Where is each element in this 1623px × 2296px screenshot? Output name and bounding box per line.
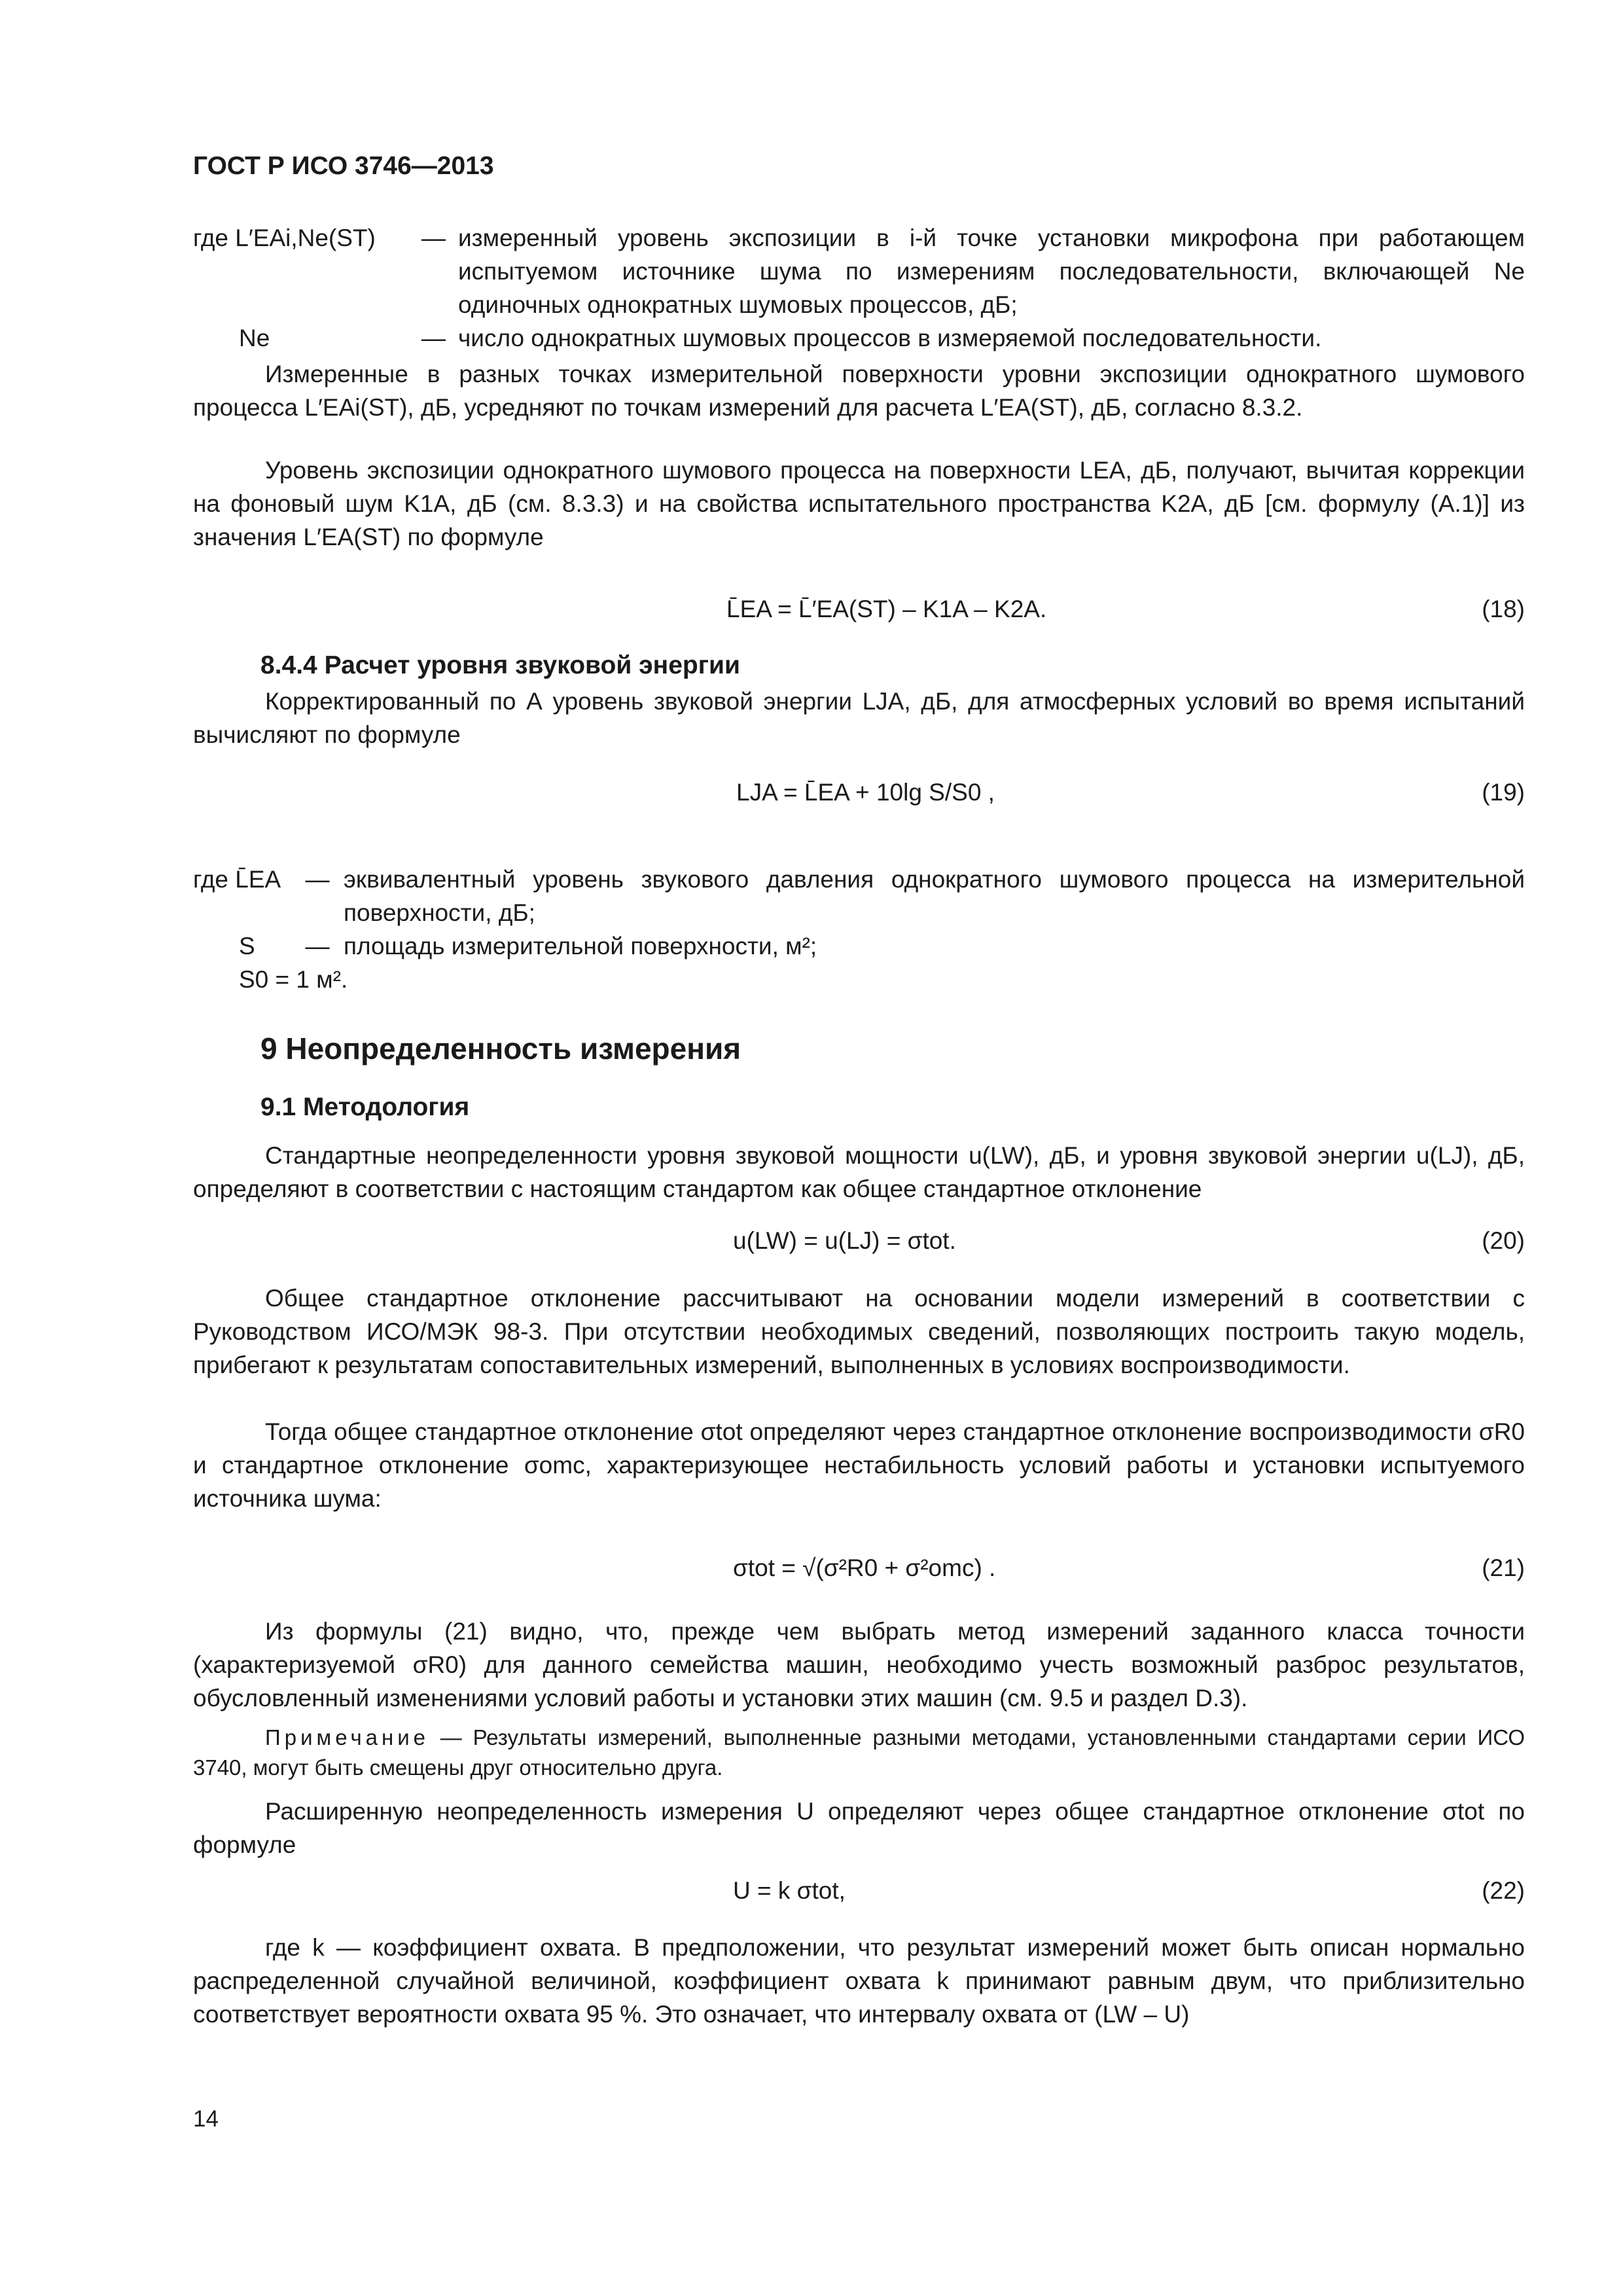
- document-header: ГОСТ Р ИСО 3746—2013: [193, 152, 494, 180]
- formula-expression: LJA = L̄EA + 10lg S/S0 ,: [736, 779, 995, 806]
- formula-number: (21): [1482, 1554, 1525, 1581]
- formula-number: (18): [1482, 596, 1525, 622]
- definition-row: [193, 321, 1525, 355]
- formula-21: [193, 1554, 1525, 1594]
- formula-22: [193, 1877, 1525, 1913]
- paragraph: Из формулы (21) видно, что, прежде чем выбрать метод измерений заданного класса точности (характеризуемой σR0) для данного семейства машин, необходимо учесть возможный разброс результатов, обусловленный изменениями условий работы и установки этих машин (см. 9.5 и раздел D.3).: [193, 1618, 1525, 1712]
- definition-dash: —: [305, 866, 330, 893]
- definition-text: эквивалентный уровень звукового давления однократного шумового процесса на измерительной поверхности, дБ;: [344, 866, 1525, 926]
- section-heading-8-4-4: 8.4.4 Расчет уровня звуковой энергии: [260, 651, 740, 679]
- definition-row: [193, 963, 1525, 996]
- formula-expression: L̄EA = L̄′EA(ST) – K1A – K2A.: [726, 596, 1047, 622]
- paragraph: Измеренные в разных точках измерительной поверхности уровни экспозиции однократного шумового процесса L′EAi(ST), дБ, усредняют по точкам измерений для расчета L′EA(ST), дБ, согласно 8.3.2.: [193, 361, 1525, 421]
- paragraph: Уровень экспозиции однократного шумового процесса на поверхности LEA, дБ, получают, вычитая коррекции на фоновый шум K1A, дБ (см. 8.3.3) и на свойства испытательного пространства K2A, дБ [см. формулу (А.1)] из значения L′EA(ST) по формуле: [193, 457, 1525, 550]
- formula-18: [193, 596, 1525, 632]
- paragraph: Тогда общее стандартное отклонение σtot определяют через стандартное отклонение воспроизводимости σR0 и стандартное отклонение σomc, характеризующее нестабильность условий работы и установки испытуемого источника шума:: [193, 1418, 1525, 1512]
- page-number: 14: [193, 2106, 219, 2132]
- definition-list-1: [193, 221, 1525, 355]
- formula-19: [193, 779, 1525, 818]
- section-heading-9-1: 9.1 Методология: [260, 1093, 470, 1121]
- paragraph: Расширенную неопределенность измерения U определяют через общее стандартное отклонение σtot по формуле: [193, 1798, 1525, 1858]
- definition-symbol: где L′EAi,Ne(ST): [193, 224, 376, 251]
- formula-number: (19): [1482, 779, 1525, 806]
- definition-row: [193, 863, 1525, 929]
- note-text: — Результаты измерений, выполненные разными методами, установленными стандартами серии ИСО 3740, могут быть смещены друг относительно друга.: [193, 1725, 1525, 1780]
- note-label: Примечание: [265, 1725, 430, 1749]
- paragraph: Общее стандартное отклонение рассчитывают на основании модели измерений в соответствии с Руководством ИСО/МЭК 98-3. При отсутствии необходимых сведений, позволяющих построить такую модель, прибегают к результатам сопоставительных измерений, выполненных в условиях воспроизводимости.: [193, 1285, 1525, 1378]
- formula-expression: u(LW) = u(LJ) = σtot.: [733, 1227, 956, 1254]
- formula-expression: σtot = √(σ²R0 + σ²omc) .: [733, 1554, 996, 1581]
- definition-symbol: Ne: [239, 325, 270, 351]
- definition-list-2: [193, 863, 1525, 996]
- definition-row: [193, 929, 1525, 963]
- formula-number: (20): [1482, 1227, 1525, 1254]
- definition-text: число однократных шумовых процессов в измеряемой последовательности.: [458, 325, 1322, 351]
- definition-text: площадь измерительной поверхности, м²;: [344, 933, 817, 960]
- paragraph: Стандартные неопределенности уровня звуковой мощности u(LW), дБ, и уровня звуковой энергии u(LJ), дБ, определяют в соответствии с настоящим стандартом как общее стандартное отклонение: [193, 1142, 1525, 1202]
- definition-symbol: S: [239, 933, 255, 960]
- formula-20: [193, 1227, 1525, 1263]
- definition-dash: —: [421, 325, 446, 351]
- definition-symbol: где L̄EA: [193, 866, 281, 893]
- paragraph: Корректированный по А уровень звуковой энергии LJA, дБ, для атмосферных условий во время испытаний вычисляют по формуле: [193, 688, 1525, 748]
- definition-dash: —: [305, 933, 330, 960]
- note: [193, 1723, 1525, 1783]
- definition-row: [193, 221, 1525, 321]
- section-heading-9: 9 Неопределенность измерения: [260, 1031, 741, 1066]
- formula-expression: U = k σtot,: [733, 1877, 846, 1904]
- formula-number: (22): [1482, 1877, 1525, 1904]
- definition-symbol: S0 = 1 м².: [239, 966, 348, 993]
- paragraph: где k — коэффициент охвата. В предположении, что результат измерений может быть описан нормально распределенной случайной величиной, коэффициент охвата k принимают равным двум, что приблизительно соответствует вероятности охвата 95 %. Это означает, что интервалу охвата от (LW – U): [193, 1934, 1525, 2028]
- definition-text: измеренный уровень экспозиции в i-й точке установки микрофона при работающем испытуемом источнике шума по измерениям последовательности, включающей Ne одиночных однократных шумовых процессов, дБ;: [458, 224, 1525, 318]
- definition-dash: —: [421, 224, 446, 251]
